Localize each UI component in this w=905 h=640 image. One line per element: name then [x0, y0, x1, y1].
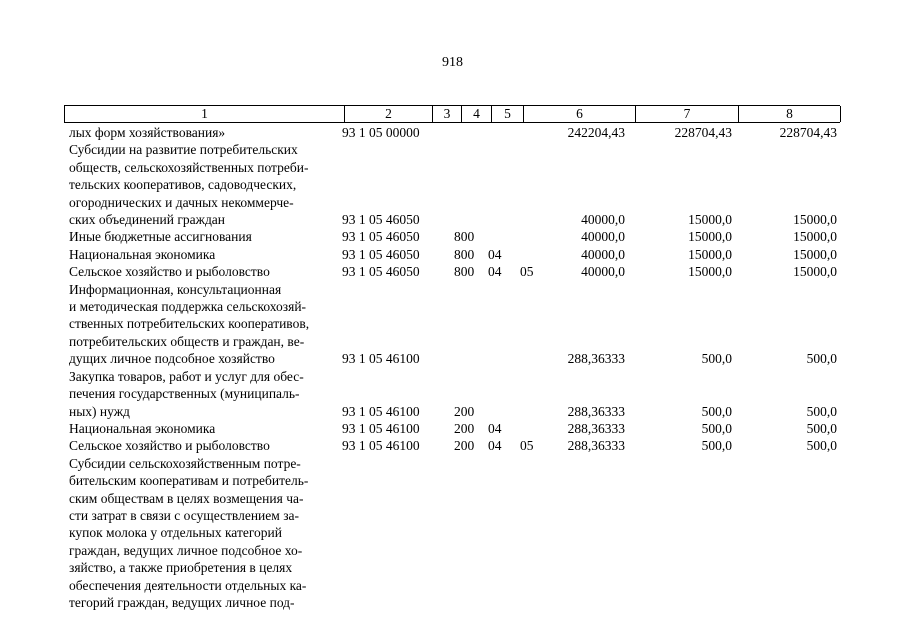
- row-description: Информационная, консультационная и методическая поддержка сельскохозяй- ственных потребительских кооперативов, потребительских обществ и граждан, ве- дущих личное подсобное хозяйство: [69, 281, 310, 367]
- budget-code: 93 1 05 46050: [342, 264, 420, 280]
- table-row: [69, 124, 845, 141]
- amount-col-8: 500,0: [806, 403, 837, 419]
- table-header: [64, 105, 840, 123]
- row-description: лых форм хозяйствования»: [69, 125, 226, 140]
- budget-code: 93 1 05 46100: [342, 351, 420, 367]
- budget-code: 93 1 05 46100: [342, 403, 420, 419]
- amount-col-7: 15000,0: [688, 264, 732, 280]
- amount-col-7: 500,0: [701, 351, 732, 367]
- amount-col-8: 500,0: [806, 420, 837, 436]
- table-row: [69, 246, 845, 263]
- table-row: [69, 141, 845, 228]
- subsection: 05: [520, 264, 534, 280]
- row-description: Субсидии на развитие потребительских обществ, сельскохозяйственных потреби- тельских кооперативов, садоводческих, огороднических и дачных некоммерче- ских объединений граждан: [69, 142, 309, 228]
- amount-col-6: 40000,0: [581, 264, 625, 280]
- subsection: 05: [520, 438, 534, 454]
- expense-type: 200: [454, 420, 475, 436]
- table-body: [69, 124, 845, 611]
- table-row: [69, 281, 845, 368]
- budget-code: 93 1 05 46050: [342, 229, 420, 245]
- expense-type: 200: [454, 403, 475, 419]
- section: 04: [488, 420, 502, 436]
- row-description: Закупка товаров, работ и услуг для обес- печения государственных (муниципаль- ных) нужд: [69, 368, 304, 419]
- amount-col-8: 500,0: [806, 351, 837, 367]
- header-col-7: 7: [636, 106, 739, 122]
- amount-col-7: 500,0: [701, 420, 732, 436]
- amount-col-6: 288,36333: [567, 403, 625, 419]
- header-col-4: 4: [462, 106, 492, 122]
- expense-type: 200: [454, 438, 475, 454]
- amount-col-7: 15000,0: [688, 212, 732, 228]
- amount-col-8: 15000,0: [793, 264, 837, 280]
- table-row: [69, 263, 845, 280]
- page-number: 918: [442, 55, 463, 70]
- amount-col-6: 40000,0: [581, 246, 625, 262]
- amount-col-6: 288,36333: [567, 351, 625, 367]
- amount-col-8: 228704,43: [779, 125, 837, 140]
- row-description: Национальная экономика: [69, 246, 216, 262]
- header-col-3: 3: [433, 106, 462, 122]
- amount-col-6: 40000,0: [581, 212, 625, 228]
- amount-col-7: 15000,0: [688, 229, 732, 245]
- amount-col-7: 15000,0: [688, 246, 732, 262]
- amount-col-7: 228704,43: [674, 125, 732, 140]
- amount-col-8: 15000,0: [793, 229, 837, 245]
- table-row: [69, 455, 845, 612]
- expense-type: 800: [454, 264, 475, 280]
- section: 04: [488, 264, 502, 280]
- amount-col-6: 288,36333: [567, 420, 625, 436]
- expense-type: 800: [454, 246, 475, 262]
- amount-col-7: 500,0: [701, 403, 732, 419]
- amount-col-8: 15000,0: [793, 212, 837, 228]
- header-col-6: 6: [524, 106, 636, 122]
- table-row: [69, 437, 845, 454]
- row-description: Субсидии сельскохозяйственным потре- бительским кооперативам и потребитель- ским обществам в целях возмещения ча- сти затрат в связи с осуществлением за- купок молока у отдельных категорий граждан, ведущих личное подсобное хо- зяйство, а также приобретения в целях обеспечения деятельности отдельных ка- тегорий граждан, ведущих личное под-: [69, 455, 309, 610]
- amount-col-6: 242204,43: [567, 125, 625, 140]
- budget-code: 93 1 05 46050: [342, 246, 420, 262]
- section: 04: [488, 438, 502, 454]
- amount-col-8: 500,0: [806, 438, 837, 454]
- expense-type: 800: [454, 229, 475, 245]
- table-row: [69, 368, 845, 420]
- budget-code: 93 1 05 46100: [342, 420, 420, 436]
- budget-code: 93 1 05 00000: [342, 125, 420, 140]
- row-description: Национальная экономика: [69, 420, 216, 436]
- header-col-1: 1: [65, 106, 345, 122]
- amount-col-7: 500,0: [701, 438, 732, 454]
- amount-col-6: 288,36333: [567, 438, 625, 454]
- header-col-8: 8: [739, 106, 841, 122]
- header-col-5: 5: [492, 106, 524, 122]
- amount-col-6: 40000,0: [581, 229, 625, 245]
- row-description: Сельское хозяйство и рыболовство: [69, 264, 270, 280]
- budget-code: 93 1 05 46100: [342, 438, 420, 454]
- row-description: Иные бюджетные ассигнования: [69, 229, 252, 245]
- row-description: Сельское хозяйство и рыболовство: [69, 438, 270, 454]
- header-col-2: 2: [345, 106, 433, 122]
- budget-code: 93 1 05 46050: [342, 212, 420, 228]
- section: 04: [488, 246, 502, 262]
- table-row: [69, 420, 845, 437]
- amount-col-8: 15000,0: [793, 246, 837, 262]
- table-row: [69, 228, 845, 245]
